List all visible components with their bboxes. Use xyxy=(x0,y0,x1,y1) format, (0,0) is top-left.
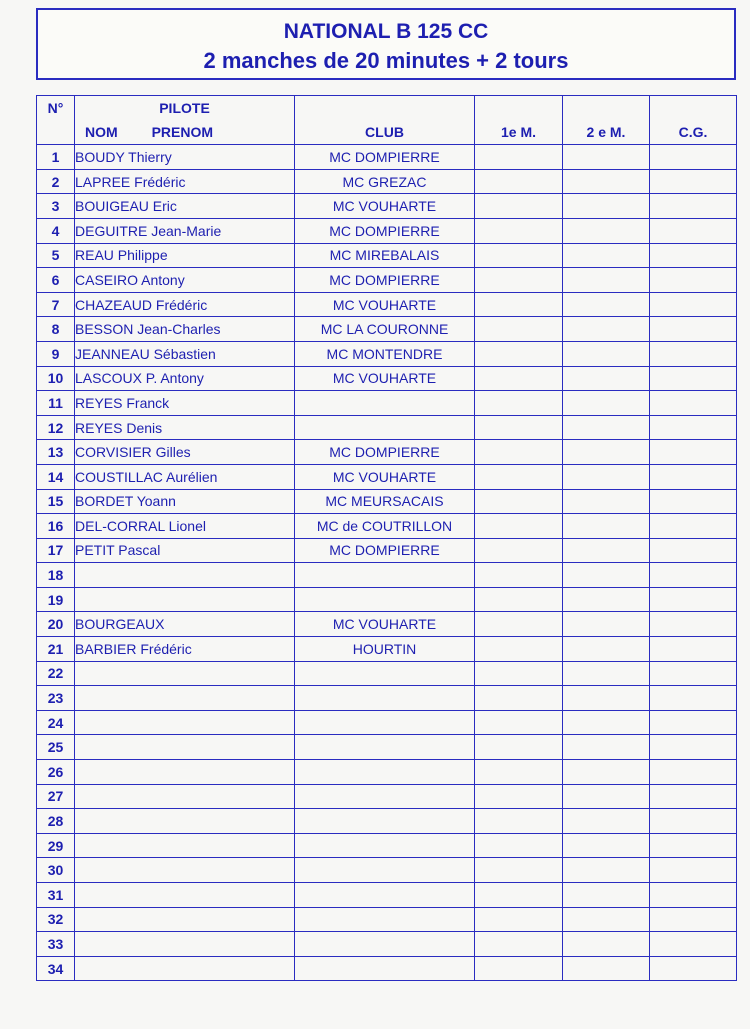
result-m2 xyxy=(563,833,650,858)
result-m1 xyxy=(475,169,563,194)
result-m1 xyxy=(475,514,563,539)
row-number: 23 xyxy=(37,686,75,711)
pilot-name: BOUDY Thierry xyxy=(75,145,295,170)
club-name: MC VOUHARTE xyxy=(295,612,475,637)
result-m2 xyxy=(563,268,650,293)
pilot-name: BOUIGEAU Eric xyxy=(75,194,295,219)
row-number: 31 xyxy=(37,883,75,908)
result-cg xyxy=(650,784,737,809)
club-name xyxy=(295,833,475,858)
result-m2 xyxy=(563,858,650,883)
col-club-header: CLUB xyxy=(295,120,475,145)
result-m2 xyxy=(563,637,650,662)
pilot-name xyxy=(75,735,295,760)
result-cg xyxy=(650,514,737,539)
result-m2 xyxy=(563,760,650,785)
result-cg xyxy=(650,760,737,785)
header-row xyxy=(37,96,737,121)
pilot-name: CASEIRO Antony xyxy=(75,268,295,293)
pilot-name: CORVISIER Gilles xyxy=(75,440,295,465)
result-m2 xyxy=(563,735,650,760)
club-name xyxy=(295,956,475,981)
result-m1 xyxy=(475,292,563,317)
result-cg xyxy=(650,366,737,391)
row-number: 8 xyxy=(37,317,75,342)
result-m2 xyxy=(563,514,650,539)
club-name: MC GREZAC xyxy=(295,169,475,194)
result-m2 xyxy=(563,932,650,957)
pilot-name xyxy=(75,661,295,686)
table-row xyxy=(37,612,737,637)
pilot-name xyxy=(75,883,295,908)
pilot-name: DEGUITRE Jean-Marie xyxy=(75,218,295,243)
result-cg xyxy=(650,735,737,760)
result-m2 xyxy=(563,907,650,932)
table-row xyxy=(37,317,737,342)
pilot-name xyxy=(75,710,295,735)
result-m1 xyxy=(475,883,563,908)
row-number: 27 xyxy=(37,784,75,809)
table-row xyxy=(37,268,737,293)
result-m1 xyxy=(475,391,563,416)
col-cg-header: C.G. xyxy=(650,120,737,145)
row-number: 32 xyxy=(37,907,75,932)
entry-table xyxy=(36,95,737,981)
table-row xyxy=(37,341,737,366)
table-row xyxy=(37,809,737,834)
table-row xyxy=(37,883,737,908)
row-number: 10 xyxy=(37,366,75,391)
club-name xyxy=(295,686,475,711)
row-number: 22 xyxy=(37,661,75,686)
club-name xyxy=(295,883,475,908)
result-m1 xyxy=(475,218,563,243)
result-m2 xyxy=(563,587,650,612)
result-cg xyxy=(650,637,737,662)
table-row xyxy=(37,858,737,883)
result-m1 xyxy=(475,538,563,563)
pilot-name: REYES Franck xyxy=(75,391,295,416)
result-cg xyxy=(650,587,737,612)
subheader-row xyxy=(37,120,737,145)
table-row xyxy=(37,637,737,662)
result-m1 xyxy=(475,317,563,342)
result-m1 xyxy=(475,563,563,588)
result-m1 xyxy=(475,612,563,637)
club-name: HOURTIN xyxy=(295,637,475,662)
pilot-name xyxy=(75,563,295,588)
result-m1 xyxy=(475,784,563,809)
result-m1 xyxy=(475,956,563,981)
result-m1 xyxy=(475,145,563,170)
club-name: MC MEURSACAIS xyxy=(295,489,475,514)
result-m2 xyxy=(563,563,650,588)
result-m2 xyxy=(563,194,650,219)
result-m2 xyxy=(563,464,650,489)
row-number: 4 xyxy=(37,218,75,243)
row-number: 28 xyxy=(37,809,75,834)
table-row xyxy=(37,760,737,785)
row-number: 18 xyxy=(37,563,75,588)
row-number: 19 xyxy=(37,587,75,612)
table-row xyxy=(37,194,737,219)
title-box xyxy=(36,8,736,80)
row-number: 16 xyxy=(37,514,75,539)
result-cg xyxy=(650,169,737,194)
result-m1 xyxy=(475,735,563,760)
result-m1 xyxy=(475,661,563,686)
pilot-name: PETIT Pascal xyxy=(75,538,295,563)
result-cg xyxy=(650,883,737,908)
pilot-name xyxy=(75,858,295,883)
result-cg xyxy=(650,710,737,735)
table-row xyxy=(37,735,737,760)
club-name: MC VOUHARTE xyxy=(295,366,475,391)
pilot-name xyxy=(75,686,295,711)
result-cg xyxy=(650,932,737,957)
result-m2 xyxy=(563,218,650,243)
result-m2 xyxy=(563,169,650,194)
club-name: MC MIREBALAIS xyxy=(295,243,475,268)
result-m2 xyxy=(563,612,650,637)
result-m2 xyxy=(563,784,650,809)
result-m1 xyxy=(475,341,563,366)
table-row xyxy=(37,710,737,735)
result-m1 xyxy=(475,809,563,834)
row-number: 34 xyxy=(37,956,75,981)
result-m1 xyxy=(475,686,563,711)
table-row xyxy=(37,391,737,416)
col-prenom-header: PRENOM xyxy=(151,124,214,141)
result-cg xyxy=(650,145,737,170)
pilot-name xyxy=(75,784,295,809)
result-cg xyxy=(650,809,737,834)
result-m1 xyxy=(475,833,563,858)
row-number: 30 xyxy=(37,858,75,883)
table-row xyxy=(37,489,737,514)
result-m2 xyxy=(563,391,650,416)
result-m1 xyxy=(475,194,563,219)
result-m1 xyxy=(475,710,563,735)
table-row xyxy=(37,440,737,465)
result-m2 xyxy=(563,489,650,514)
result-cg xyxy=(650,243,737,268)
col-m1-header: 1e M. xyxy=(475,120,563,145)
result-cg xyxy=(650,538,737,563)
table-row xyxy=(37,907,737,932)
row-number: 7 xyxy=(37,292,75,317)
row-number: 17 xyxy=(37,538,75,563)
row-number: 6 xyxy=(37,268,75,293)
table-row xyxy=(37,833,737,858)
table-row xyxy=(37,563,737,588)
club-name xyxy=(295,784,475,809)
result-m2 xyxy=(563,145,650,170)
result-m1 xyxy=(475,440,563,465)
table-row xyxy=(37,218,737,243)
table-row xyxy=(37,464,737,489)
result-m2 xyxy=(563,883,650,908)
row-number: 21 xyxy=(37,637,75,662)
table-row xyxy=(37,514,737,539)
row-number: 3 xyxy=(37,194,75,219)
result-cg xyxy=(650,833,737,858)
club-name: MC MONTENDRE xyxy=(295,341,475,366)
row-number: 24 xyxy=(37,710,75,735)
row-number: 14 xyxy=(37,464,75,489)
result-cg xyxy=(650,907,737,932)
result-cg xyxy=(650,218,737,243)
row-number: 20 xyxy=(37,612,75,637)
result-m2 xyxy=(563,415,650,440)
col-pilote-header: PILOTE xyxy=(75,96,295,121)
result-cg xyxy=(650,489,737,514)
table-row xyxy=(37,956,737,981)
result-m1 xyxy=(475,760,563,785)
result-m2 xyxy=(563,809,650,834)
result-cg xyxy=(650,464,737,489)
table-row xyxy=(37,784,737,809)
result-m2 xyxy=(563,317,650,342)
result-m1 xyxy=(475,637,563,662)
club-name xyxy=(295,415,475,440)
club-name xyxy=(295,587,475,612)
table-row xyxy=(37,538,737,563)
club-name: MC DOMPIERRE xyxy=(295,538,475,563)
result-m1 xyxy=(475,464,563,489)
row-number: 33 xyxy=(37,932,75,957)
club-name xyxy=(295,661,475,686)
club-name xyxy=(295,809,475,834)
pilot-name xyxy=(75,932,295,957)
pilot-name xyxy=(75,833,295,858)
club-name xyxy=(295,760,475,785)
pilot-name: LASCOUX P. Antony xyxy=(75,366,295,391)
club-name: MC LA COURONNE xyxy=(295,317,475,342)
pilot-name: CHAZEAUD Frédéric xyxy=(75,292,295,317)
pilot-name: LAPREE Frédéric xyxy=(75,169,295,194)
table-row xyxy=(37,243,737,268)
result-m2 xyxy=(563,710,650,735)
club-name xyxy=(295,858,475,883)
table-row xyxy=(37,932,737,957)
table-row xyxy=(37,587,737,612)
result-cg xyxy=(650,292,737,317)
result-cg xyxy=(650,661,737,686)
pilot-name: BESSON Jean-Charles xyxy=(75,317,295,342)
result-cg xyxy=(650,341,737,366)
result-m1 xyxy=(475,858,563,883)
result-m2 xyxy=(563,366,650,391)
club-name: MC VOUHARTE xyxy=(295,292,475,317)
result-m2 xyxy=(563,956,650,981)
col-nom-header: NOM xyxy=(85,124,118,141)
club-name xyxy=(295,710,475,735)
result-m1 xyxy=(475,268,563,293)
result-m1 xyxy=(475,907,563,932)
result-cg xyxy=(650,268,737,293)
club-name: MC DOMPIERRE xyxy=(295,268,475,293)
result-m2 xyxy=(563,440,650,465)
row-number: 15 xyxy=(37,489,75,514)
pilot-name: BORDET Yoann xyxy=(75,489,295,514)
result-m1 xyxy=(475,243,563,268)
result-m1 xyxy=(475,587,563,612)
col-num-header: N° xyxy=(37,96,75,121)
result-m1 xyxy=(475,366,563,391)
row-number: 12 xyxy=(37,415,75,440)
club-name xyxy=(295,932,475,957)
club-name: MC DOMPIERRE xyxy=(295,145,475,170)
club-name: MC DOMPIERRE xyxy=(295,218,475,243)
club-name: MC VOUHARTE xyxy=(295,194,475,219)
result-m2 xyxy=(563,341,650,366)
pilot-name: COUSTILLAC Aurélien xyxy=(75,464,295,489)
pilot-name: REAU Philippe xyxy=(75,243,295,268)
pilot-name: DEL-CORRAL Lionel xyxy=(75,514,295,539)
table-row xyxy=(37,169,737,194)
row-number: 13 xyxy=(37,440,75,465)
result-cg xyxy=(650,612,737,637)
result-m1 xyxy=(475,415,563,440)
result-cg xyxy=(650,391,737,416)
club-name: MC de COUTRILLON xyxy=(295,514,475,539)
club-name xyxy=(295,735,475,760)
result-m2 xyxy=(563,686,650,711)
pilot-name xyxy=(75,760,295,785)
result-cg xyxy=(650,858,737,883)
pilot-name: REYES Denis xyxy=(75,415,295,440)
page-title: NATIONAL B 125 CC xyxy=(283,20,489,43)
table-row xyxy=(37,686,737,711)
result-cg xyxy=(650,415,737,440)
result-cg xyxy=(650,317,737,342)
club-name: MC VOUHARTE xyxy=(295,464,475,489)
result-cg xyxy=(650,563,737,588)
pilot-name xyxy=(75,956,295,981)
row-number: 2 xyxy=(37,169,75,194)
result-cg xyxy=(650,956,737,981)
table-row xyxy=(37,145,737,170)
col-m2-header: 2 e M. xyxy=(563,120,650,145)
result-m2 xyxy=(563,538,650,563)
table-row xyxy=(37,292,737,317)
pilot-name xyxy=(75,907,295,932)
table-row xyxy=(37,415,737,440)
result-m2 xyxy=(563,292,650,317)
row-number: 29 xyxy=(37,833,75,858)
row-number: 25 xyxy=(37,735,75,760)
pilot-name: BOURGEAUX xyxy=(75,612,295,637)
table-row xyxy=(37,661,737,686)
result-m2 xyxy=(563,243,650,268)
pilot-name xyxy=(75,587,295,612)
row-number: 5 xyxy=(37,243,75,268)
club-name xyxy=(295,391,475,416)
result-m1 xyxy=(475,932,563,957)
row-number: 1 xyxy=(37,145,75,170)
club-name xyxy=(295,907,475,932)
result-cg xyxy=(650,686,737,711)
page-subtitle: 2 manches de 20 minutes + 2 tours xyxy=(203,48,569,73)
result-cg xyxy=(650,440,737,465)
pilot-name: JEANNEAU Sébastien xyxy=(75,341,295,366)
row-number: 11 xyxy=(37,391,75,416)
result-m1 xyxy=(475,489,563,514)
result-cg xyxy=(650,194,737,219)
club-name: MC DOMPIERRE xyxy=(295,440,475,465)
pilot-name: BARBIER Frédéric xyxy=(75,637,295,662)
row-number: 9 xyxy=(37,341,75,366)
pilot-name xyxy=(75,809,295,834)
result-m2 xyxy=(563,661,650,686)
table-row xyxy=(37,366,737,391)
club-name xyxy=(295,563,475,588)
row-number: 26 xyxy=(37,760,75,785)
